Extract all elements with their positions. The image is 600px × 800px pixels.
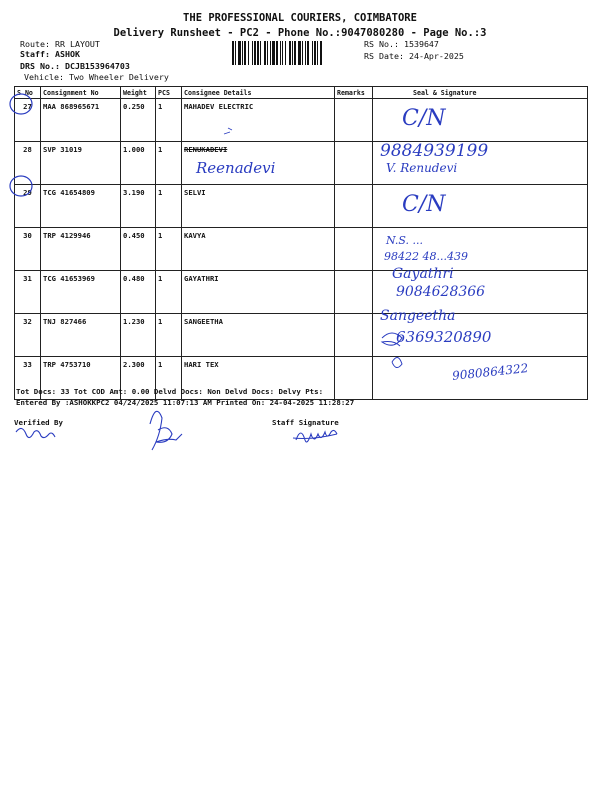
cell-sno: 27 — [15, 99, 41, 142]
table-row — [15, 99, 588, 142]
table-row — [15, 185, 588, 228]
handwritten-phone-28: 9884939199 — [380, 141, 489, 161]
cell-consignment: TRP 4753710 — [41, 357, 121, 400]
verified-signature — [16, 428, 55, 437]
cell-consignment: TRP 4129946 — [41, 228, 121, 271]
cell-weight: 1.230 — [121, 314, 156, 357]
staff-label: Staff: ASHOK — [20, 49, 80, 59]
col-sno: S No — [15, 87, 41, 99]
cell-weight: 0.250 — [121, 99, 156, 142]
cell-weight: 0.450 — [121, 228, 156, 271]
cell-remarks — [335, 314, 373, 357]
staff-signature — [293, 430, 337, 442]
col-weight: Weight — [121, 87, 156, 99]
handwritten-cn-29: C/N — [402, 192, 446, 217]
cell-pcs: 1 — [156, 228, 182, 271]
handwritten-phone-32: 6369320890 — [396, 328, 492, 346]
table-row — [15, 228, 588, 271]
cell-consignee: SELVI — [182, 185, 335, 228]
stamp-signature — [150, 411, 182, 450]
cell-pcs: 1 — [156, 271, 182, 314]
cell-sno: 28 — [15, 142, 41, 185]
entered-by-line: Entered By :ASHOKKPC2 04/24/2025 11:07:13 AM Printed On: 24-04-2025 11:28:27 — [16, 398, 355, 407]
handwritten-consignee-28: Reenadevi — [196, 159, 276, 177]
table-row — [15, 271, 588, 314]
cell-consignee: HARI TEX — [182, 357, 335, 400]
cell-consignment: TNJ 827466 — [41, 314, 121, 357]
cell-pcs: 1 — [156, 142, 182, 185]
cell-consignee: SANGEETHA — [182, 314, 335, 357]
rs-number: RS No.: 1539647 — [364, 39, 439, 49]
cell-consignee: KAVYA — [182, 228, 335, 271]
rs-date: RS Date: 24-Apr-2025 — [364, 51, 464, 61]
company-title: THE PROFESSIONAL COURIERS, COIMBATORE — [183, 12, 417, 24]
col-pcs: PCS — [156, 87, 182, 99]
cell-remarks — [335, 271, 373, 314]
cell-consignment: MAA 868965671 — [41, 99, 121, 142]
runsheet-table — [14, 86, 588, 400]
staff-signature-label: Staff Signature — [272, 418, 339, 427]
consignee-name: RENUKADEVI — [184, 145, 228, 154]
col-consignment: Consignment No — [41, 87, 121, 99]
handwritten-name-28: V. Renudevi — [386, 161, 458, 175]
cell-weight: 1.000 — [121, 142, 156, 185]
handwritten-phone-31: 9084628366 — [396, 284, 486, 300]
totals-line: Tot Docs: 33 Tot COD Amt: 0.00 Delvd Docs: Non Delvd Docs: Delvy Pts: — [16, 387, 324, 396]
cell-sno: 29 — [15, 185, 41, 228]
drs-number: DRS No.: DCJB153964703 — [20, 61, 130, 71]
cell-remarks — [335, 142, 373, 185]
cell-weight: 0.480 — [121, 271, 156, 314]
barcode-image — [232, 41, 358, 65]
cell-consignment: SVP 31019 — [41, 142, 121, 185]
table-row — [15, 314, 588, 357]
col-consignee: Consignee Details — [182, 87, 335, 99]
handwritten-name-32: Sangeetha — [380, 308, 456, 324]
cell-weight: 3.190 — [121, 185, 156, 228]
col-remarks: Remarks — [335, 87, 373, 99]
cell-consignee: GAYATHRI — [182, 271, 335, 314]
route-label: Route: RR LAYOUT — [20, 39, 100, 49]
cell-consignee: MAHADEV ELECTRIC — [182, 99, 335, 142]
table-row — [15, 142, 588, 185]
cell-sno: 33 — [15, 357, 41, 400]
cell-remarks — [335, 99, 373, 142]
cell-pcs: 1 — [156, 99, 182, 142]
handwritten-text-30: N.S. ... — [386, 234, 424, 247]
cell-pcs: 1 — [156, 185, 182, 228]
col-seal-signature: Seal & Signature — [373, 87, 588, 99]
cell-sno: 32 — [15, 314, 41, 357]
cell-sno: 30 — [15, 228, 41, 271]
cell-pcs: 1 — [156, 357, 182, 400]
runsheet-subtitle: Delivery Runsheet - PC2 - Phone No.:9047080280 - Page No.:3 — [113, 27, 487, 39]
handwritten-phone-30: 98422 48...439 — [384, 250, 468, 263]
table-header-row — [15, 87, 588, 99]
cell-weight: 2.300 — [121, 357, 156, 400]
handwritten-name-31: Gayathri — [392, 266, 454, 282]
cell-consignment: TCG 41653969 — [41, 271, 121, 314]
cell-pcs: 1 — [156, 314, 182, 357]
cell-remarks — [335, 228, 373, 271]
verified-by-label: Verified By — [14, 418, 63, 427]
handwritten-phone-33: 9080864322 — [451, 361, 529, 383]
cell-consignment: TCG 41654809 — [41, 185, 121, 228]
handwritten-cn-27: C/N — [402, 106, 446, 131]
vehicle-label: Vehicle: Two Wheeler Delivery — [24, 72, 169, 82]
cell-sno: 31 — [15, 271, 41, 314]
cell-remarks — [335, 185, 373, 228]
cell-remarks — [335, 357, 373, 400]
